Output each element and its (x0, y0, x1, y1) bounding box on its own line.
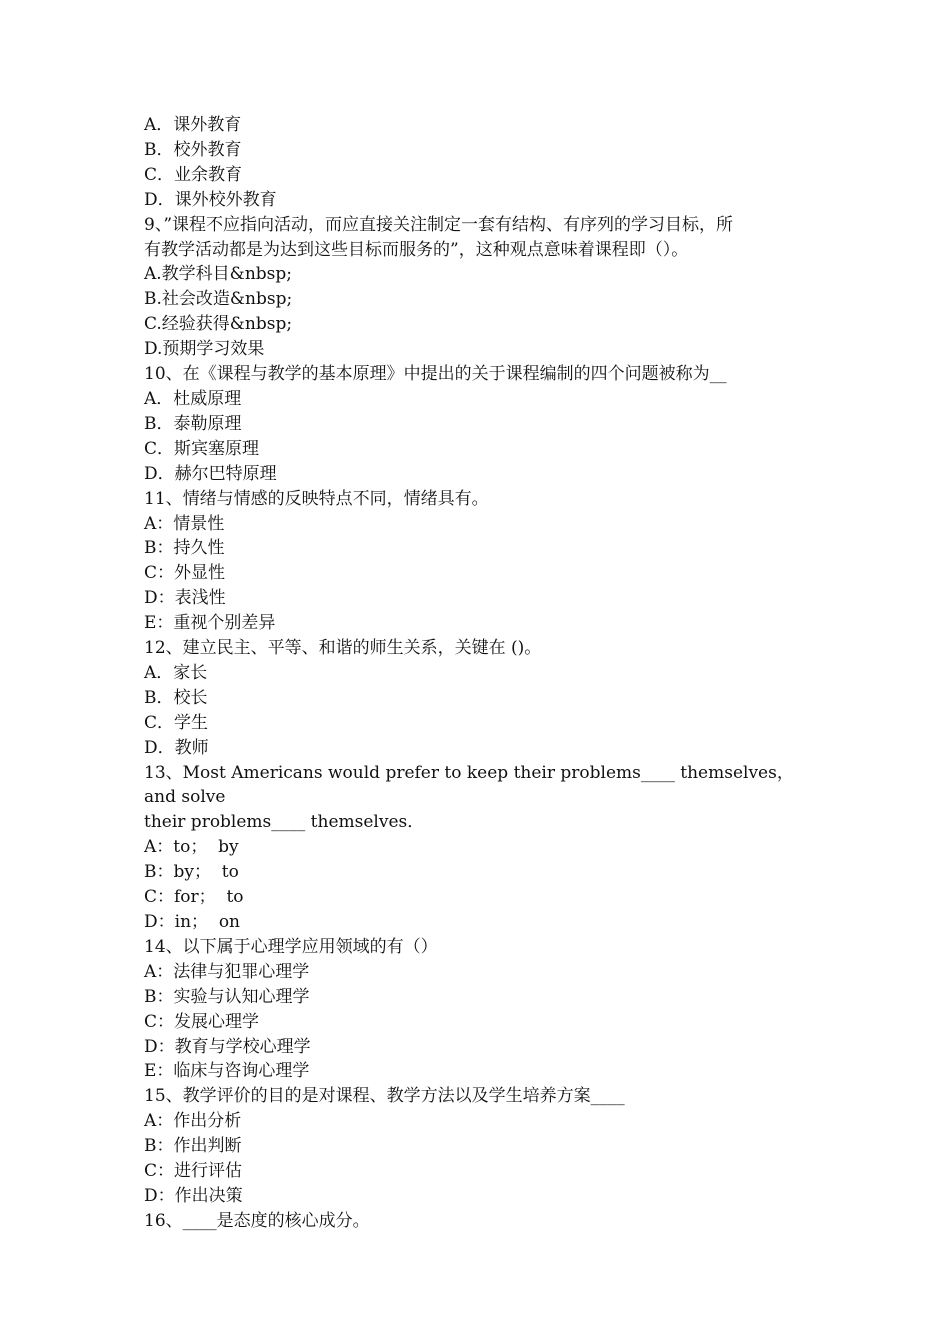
option-line: A：作出分析 (144, 1111, 242, 1132)
option-line: D.预期学习效果 (144, 339, 265, 360)
option-line: B.社会改造&nbsp; (144, 289, 293, 310)
question-line: 15、教学评价的目的是对课程、教学方法以及学生培养方案____ (144, 1086, 625, 1107)
option-line: D．课外校外教育 (144, 189, 277, 210)
document-body (144, 113, 814, 1234)
option-line: B．泰勒原理 (144, 413, 242, 434)
question-line: 11、情绪与情感的反映特点不同，情绪具有。 (144, 488, 489, 509)
option-line: C：进行评估 (144, 1161, 243, 1182)
option-line: C：外显性 (144, 563, 226, 584)
option-line: C：发展心理学 (144, 1011, 260, 1032)
option-line: B．校长 (144, 687, 208, 708)
option-line: D．教师 (144, 737, 209, 758)
question-line: 有教学活动都是为达到这些目标而服务的”，这种观点意味着课程即（）。 (144, 239, 689, 260)
option-line: C.经验获得&nbsp; (144, 314, 293, 335)
option-line: B：实验与认知心理学 (144, 986, 310, 1007)
option-line: C．斯宾塞原理 (144, 438, 260, 459)
option-line: A.教学科目&nbsp; (144, 264, 292, 285)
option-line: A：法律与犯罪心理学 (144, 961, 310, 982)
option-line: D：教育与学校心理学 (144, 1036, 311, 1057)
option-line: E：重视个别差异 (144, 613, 276, 634)
option-line: D：表浅性 (144, 588, 226, 609)
question-line: 13、Most Americans would prefer to keep their problems____ themselves，and solve (144, 762, 794, 808)
option-line: D：in； on (144, 912, 241, 932)
option-line: B：持久性 (144, 538, 225, 559)
option-line: B：作出判断 (144, 1136, 242, 1157)
option-line: D：作出决策 (144, 1185, 243, 1206)
option-line: A：情景性 (144, 513, 225, 534)
option-line: B：by； to (144, 862, 239, 883)
option-line: A．课外教育 (144, 115, 242, 135)
question-line: their problems____ themselves． (144, 812, 425, 833)
question-line: 12、建立民主、平等、和谐的师生关系，关键在 ()。 (144, 638, 542, 659)
option-line: A．家长 (144, 662, 208, 683)
question-line: 14、以下属于心理学应用领域的有（） (144, 936, 438, 957)
option-line: D．赫尔巴特原理 (144, 463, 277, 484)
option-line: C．学生 (144, 712, 209, 733)
option-line: B．校外教育 (144, 139, 242, 160)
option-line: C：for； to (144, 887, 244, 908)
option-line: A：to； by (144, 837, 239, 858)
question-line: 10、在《课程与教学的基本原理》中提出的关于课程编制的四个问题被称为__ (144, 364, 727, 385)
option-line: E：临床与咨询心理学 (144, 1061, 310, 1082)
option-line: A．杜威原理 (144, 388, 242, 409)
question-line: 9、”课程不应指向活动，而应直接关注制定一套有结构、有序列的学习目标，所 (144, 214, 734, 235)
question-line: 16、____是态度的核心成分。 (144, 1210, 370, 1231)
option-line: C．业余教育 (144, 164, 243, 185)
